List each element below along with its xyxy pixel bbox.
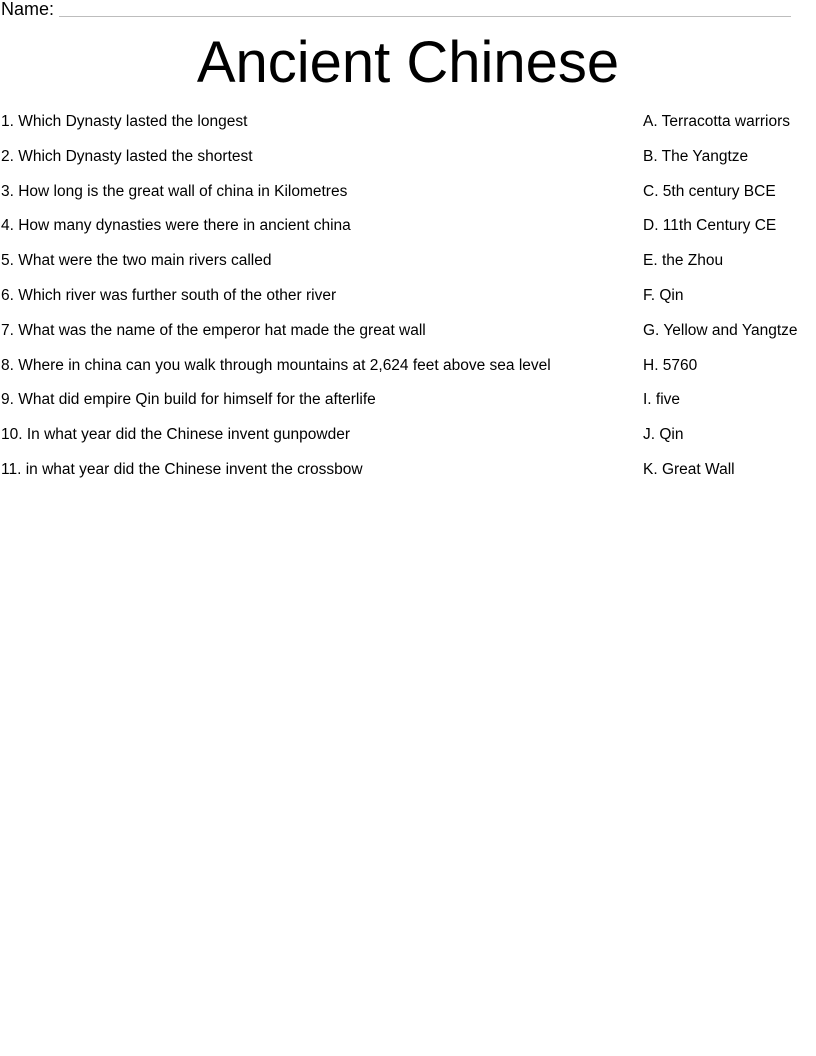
question-item: 10. In what year did the Chinese invent gunpowder: [1, 426, 350, 444]
answer-item: K. Great Wall: [643, 460, 735, 478]
answer-item: E. the Zhou: [643, 252, 724, 270]
question-item: 1. Which Dynasty lasted the longest: [1, 113, 248, 130]
question-item: 6. Which river was further south of the other river: [1, 286, 337, 304]
question-list: [1, 110, 621, 493]
question-item: 2. Which Dynasty lasted the shortest: [1, 147, 253, 165]
answer-item: B. The Yangtze: [643, 147, 749, 165]
answer-item: F. Qin: [643, 286, 684, 304]
question-item: 11. in what year did the Chinese invent the crossbow: [1, 460, 363, 478]
question-item: 7. What was the name of the emperor hat made the great wall: [1, 321, 426, 339]
question-item: 5. What were the two main rivers called: [1, 252, 272, 270]
answer-item: I. five: [643, 391, 681, 409]
answer-item: D. 11th Century CE: [643, 217, 777, 235]
answer-item: J. Qin: [643, 426, 684, 444]
name-label: Name:: [1, 0, 55, 19]
answer-item: G. Yellow and Yangtze: [643, 321, 798, 339]
page-title: Ancient Chinese: [196, 30, 620, 95]
question-item: 8. Where in china can you walk through mountains at 2,624 feet above sea level: [1, 356, 551, 374]
answer-item: C. 5th century BCE: [643, 182, 776, 200]
question-item: 4. How many dynasties were there in ancient china: [1, 217, 351, 235]
name-field-line[interactable]: [59, 16, 791, 17]
question-item: 9. What did empire Qin build for himself for the afterlife: [1, 391, 376, 409]
question-item: 3. How long is the great wall of china in Kilometres: [1, 182, 348, 200]
answer-item: H. 5760: [643, 356, 698, 374]
answer-list: [643, 110, 815, 493]
name-row: [1, 0, 791, 20]
answer-item: A. Terracotta warriors: [643, 113, 791, 130]
